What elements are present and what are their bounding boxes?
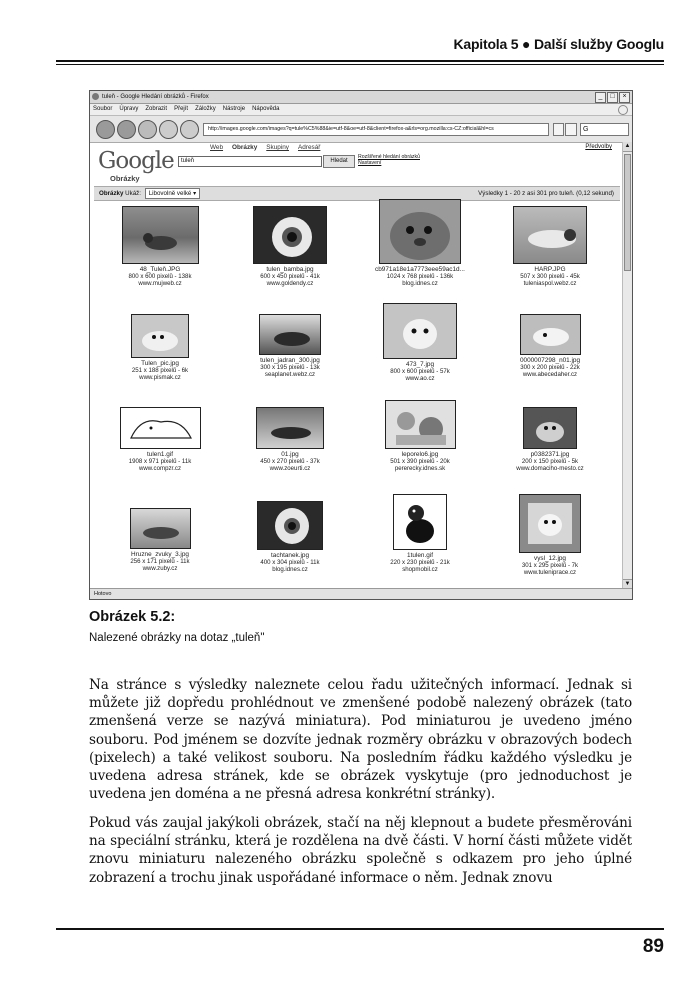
menu-zalozky[interactable]: Záložky bbox=[195, 106, 216, 112]
result-item[interactable] bbox=[95, 206, 225, 287]
result-site[interactable]: www.compzr.cz bbox=[139, 465, 181, 472]
result-dimensions: 300 x 200 pixelů - 22k bbox=[520, 364, 580, 371]
tab-adresar[interactable]: Adresář bbox=[298, 144, 321, 151]
result-filename[interactable]: 48_Tuleň.JPG bbox=[139, 266, 181, 273]
result-site[interactable]: www.mujweb.cz bbox=[138, 280, 182, 287]
result-thumbnail[interactable] bbox=[385, 400, 456, 449]
result-dimensions: 1024 x 768 pixelů - 136k bbox=[386, 273, 454, 280]
result-site[interactable]: seaplanet.webz.cz bbox=[264, 371, 316, 378]
result-item[interactable] bbox=[355, 494, 485, 573]
advanced-links bbox=[358, 154, 420, 166]
result-site[interactable]: www.goldendy.cz bbox=[266, 280, 314, 287]
minimize-button[interactable]: _ bbox=[595, 92, 606, 103]
reload-icon[interactable] bbox=[138, 120, 157, 139]
result-filename[interactable]: HARP.JPG bbox=[534, 266, 566, 273]
result-site[interactable]: www.domaciho-mesto.cz bbox=[516, 465, 584, 472]
search-input[interactable]: tuleň bbox=[178, 156, 322, 167]
size-select[interactable]: Libovolně velké ▾ bbox=[145, 188, 200, 199]
result-thumbnail[interactable] bbox=[257, 501, 323, 550]
result-thumbnail[interactable] bbox=[120, 407, 201, 449]
browser-search-input[interactable]: G bbox=[580, 123, 629, 136]
result-item[interactable] bbox=[485, 407, 615, 472]
result-thumbnail[interactable] bbox=[383, 303, 457, 359]
result-filename[interactable]: tachtanek.jpg bbox=[270, 552, 310, 559]
result-filename[interactable]: vysl_12.jpg bbox=[534, 555, 566, 562]
menu-napoveda[interactable]: Nápověda bbox=[252, 106, 280, 112]
result-dimensions: 301 x 295 pixelů - 7k bbox=[521, 562, 579, 569]
result-dimensions: 507 x 300 pixelů - 45k bbox=[520, 273, 580, 280]
result-site[interactable]: www.pismak.cz bbox=[139, 374, 181, 381]
result-site[interactable]: shopmobil.cz bbox=[402, 566, 438, 573]
size-label: Ukáž: bbox=[125, 190, 141, 197]
scroll-down-icon[interactable]: ▼ bbox=[624, 581, 631, 587]
google-tabs bbox=[210, 144, 320, 151]
result-dimensions: 501 x 390 pixelů - 20k bbox=[390, 458, 450, 465]
result-item[interactable] bbox=[355, 199, 485, 287]
vertical-scrollbar[interactable] bbox=[622, 142, 632, 589]
results-count: Výsledky 1 - 20 z asi 301 pro tuleň. (0,12 sekund) bbox=[478, 190, 614, 197]
result-filename[interactable]: 1tulen.gif bbox=[407, 552, 433, 559]
dropdown-icon[interactable] bbox=[553, 123, 564, 136]
running-header: Kapitola 5 ● Další služby Googlu bbox=[453, 36, 664, 52]
result-site[interactable]: www.zoeurti.cz bbox=[269, 465, 311, 472]
result-filename[interactable]: tulen_jadran_300.jpg bbox=[260, 357, 320, 364]
result-dimensions: 800 x 600 pixelů - 57k bbox=[390, 368, 450, 375]
result-thumbnail[interactable] bbox=[253, 206, 327, 264]
advanced-search-link[interactable]: Rozšířené hledání obrázků bbox=[358, 154, 420, 160]
result-thumbnail[interactable] bbox=[379, 199, 461, 264]
menubar bbox=[90, 104, 632, 116]
result-thumbnail[interactable] bbox=[393, 494, 447, 550]
menu-upravy[interactable]: Úpravy bbox=[119, 106, 139, 112]
header-rule-thin bbox=[56, 64, 664, 65]
result-filename[interactable]: 01.jpg bbox=[281, 451, 299, 458]
result-filename[interactable]: Tulen_pic.jpg bbox=[141, 360, 179, 367]
firefox-icon bbox=[92, 93, 99, 100]
result-dimensions: 300 x 195 pixelů - 13k bbox=[260, 364, 320, 371]
result-thumbnail[interactable] bbox=[259, 314, 321, 355]
result-site[interactable]: blog.idnes.cz bbox=[272, 566, 308, 573]
preferences-link[interactable]: Předvolby bbox=[585, 144, 612, 150]
result-filename[interactable]: p0382371.jpg bbox=[530, 451, 570, 458]
tab-skupiny[interactable]: Skupiny bbox=[266, 144, 290, 151]
result-item[interactable] bbox=[355, 303, 485, 382]
result-dimensions: 450 x 270 pixelů - 37k bbox=[260, 458, 320, 465]
throbber-icon bbox=[618, 105, 628, 115]
figure-title: Obrázek 5.2: bbox=[89, 609, 176, 625]
result-filename[interactable]: cb971a18e1a7773eee59ac1d... bbox=[375, 266, 465, 273]
header-rule bbox=[56, 60, 664, 62]
menu-soubor[interactable]: Soubor bbox=[93, 106, 113, 112]
scroll-thumb[interactable] bbox=[624, 154, 631, 271]
navigation-toolbar bbox=[90, 116, 632, 143]
status-bar: Hotovo bbox=[90, 588, 632, 599]
result-site[interactable]: www.tuleniprace.cz bbox=[523, 569, 577, 576]
stop-icon[interactable] bbox=[159, 120, 178, 139]
result-dimensions: 200 x 150 pixelů - 5k bbox=[521, 458, 579, 465]
close-button[interactable]: × bbox=[619, 92, 630, 103]
result-site[interactable]: www.zuby.cz bbox=[142, 565, 178, 572]
result-dimensions: 400 x 304 pixelů - 11k bbox=[260, 559, 320, 566]
menu-zobrazit[interactable]: Zobrazit bbox=[145, 106, 168, 112]
forward-icon[interactable] bbox=[117, 120, 136, 139]
strip-label: Obrázky bbox=[99, 190, 124, 197]
menu-prejit[interactable]: Přejít bbox=[174, 106, 189, 112]
result-filename[interactable]: tulen_bamba.jpg bbox=[266, 266, 314, 273]
result-filename[interactable]: tulen1.gif bbox=[147, 451, 173, 458]
result-item[interactable] bbox=[225, 314, 355, 378]
google-logo[interactable]: Google bbox=[98, 148, 174, 174]
result-item[interactable] bbox=[95, 407, 225, 472]
result-site[interactable]: www.ao.cz bbox=[405, 375, 435, 382]
window-titlebar bbox=[90, 91, 632, 104]
browser-screenshot bbox=[89, 90, 633, 600]
result-item[interactable] bbox=[95, 314, 225, 381]
result-thumbnail[interactable] bbox=[131, 314, 189, 358]
result-thumbnail[interactable] bbox=[513, 206, 587, 264]
maximize-button[interactable]: □ bbox=[607, 92, 618, 103]
result-item[interactable] bbox=[225, 407, 355, 472]
result-filename[interactable]: 0000007298_n01.jpg bbox=[519, 357, 581, 364]
home-icon[interactable] bbox=[180, 120, 199, 139]
figure-caption: Nalezené obrázky na dotaz „tuleň" bbox=[89, 632, 265, 644]
result-thumbnail[interactable] bbox=[520, 314, 581, 355]
result-item[interactable] bbox=[485, 494, 615, 576]
result-item[interactable] bbox=[485, 206, 615, 287]
result-site[interactable]: blog.idnes.cz bbox=[402, 280, 438, 287]
result-dimensions: 220 x 230 pixelů - 21k bbox=[390, 559, 450, 566]
footer-rule bbox=[56, 928, 664, 930]
window-title: tuleň - Google Hledání obrázků - Firefox bbox=[102, 94, 209, 100]
page-content bbox=[90, 142, 632, 599]
page-number: 89 bbox=[642, 936, 664, 957]
body-paragraph: Pokud vás zaujal jakýkoli obrázek, stačí na něj klepnout a budete přesměrováni na speciální stránku, která je rozdělena na dvě části. V horní části můžete vidět znovu miniaturu nalezeného obrázku společně s odkazem pro jeho úplné zobrazení a trochu jinak uspořádané informace o něm. Jednak znovu bbox=[89, 815, 632, 886]
result-dimensions: 256 x 171 pixelů - 11k bbox=[130, 558, 190, 565]
google-sub-label: Obrázky bbox=[110, 174, 140, 183]
result-thumbnail[interactable] bbox=[256, 407, 324, 449]
result-dimensions: 600 x 450 pixelů - 41k bbox=[260, 273, 320, 280]
result-site[interactable]: tuleniaspol.webz.cz bbox=[523, 280, 577, 287]
search-button[interactable]: Hledat bbox=[323, 155, 355, 168]
result-filename[interactable]: Hruzne_zvuky_3.jpg bbox=[131, 551, 189, 558]
window-controls bbox=[595, 92, 630, 103]
result-thumbnail[interactable] bbox=[122, 206, 199, 264]
result-item[interactable] bbox=[225, 501, 355, 573]
menu-nastroje[interactable]: Nástroje bbox=[222, 106, 246, 112]
result-site[interactable]: www.abecedaher.cz bbox=[522, 371, 578, 378]
result-filename[interactable]: leporelo6.jpg bbox=[401, 451, 439, 458]
scroll-up-icon[interactable]: ▲ bbox=[623, 142, 632, 152]
result-thumbnail[interactable] bbox=[523, 407, 577, 449]
back-icon[interactable] bbox=[96, 120, 115, 139]
tab-obrazky[interactable]: Obrázky bbox=[232, 144, 258, 151]
result-filename[interactable]: 473_7.jpg bbox=[405, 361, 435, 368]
result-item[interactable] bbox=[355, 400, 485, 472]
address-bar[interactable]: http://images.google.com/images?q=tule%C5%88&ie=utf-8&oe=utf-8&client=firefox-a&rls=org.mozilla:cs-CZ:official&hl=cs bbox=[203, 123, 549, 136]
result-item[interactable] bbox=[485, 314, 615, 378]
result-thumbnail[interactable] bbox=[519, 494, 581, 553]
result-thumbnail[interactable] bbox=[130, 508, 191, 549]
result-site[interactable]: pererecky.idnes.sk bbox=[394, 465, 446, 472]
result-item[interactable] bbox=[225, 206, 355, 287]
result-dimensions: 1908 x 971 pixelů - 11k bbox=[128, 458, 192, 465]
go-icon[interactable] bbox=[565, 123, 577, 136]
result-item[interactable] bbox=[95, 508, 225, 572]
body-paragraph: Na stránce s výsledky naleznete celou řadu užitečných informací. Jednak si můžete již dopředu prohlédnout ve zmenšené podobě nalezený obrázek (tato zmenšená verze se nazývá miniatura). Pod miniaturou je uvedeno jméno souboru. Pod jménem se dozvíte jednak rozměry obrázku v obrazových bodech (pixelech) a také velikost souboru. Na posledním řádku každého výsledku je uvedena adresa stránek, kde se obrázek vyskytuje (pro jednoduchost je uvedena jen doména a ne přesná adresa konkrétní stránky). bbox=[89, 677, 632, 803]
tab-web[interactable]: Web bbox=[210, 144, 224, 151]
settings-link[interactable]: Nastavení bbox=[358, 160, 382, 166]
result-dimensions: 800 x 600 pixelů - 138k bbox=[128, 273, 192, 280]
result-dimensions: 251 x 188 pixelů - 6k bbox=[131, 367, 189, 374]
